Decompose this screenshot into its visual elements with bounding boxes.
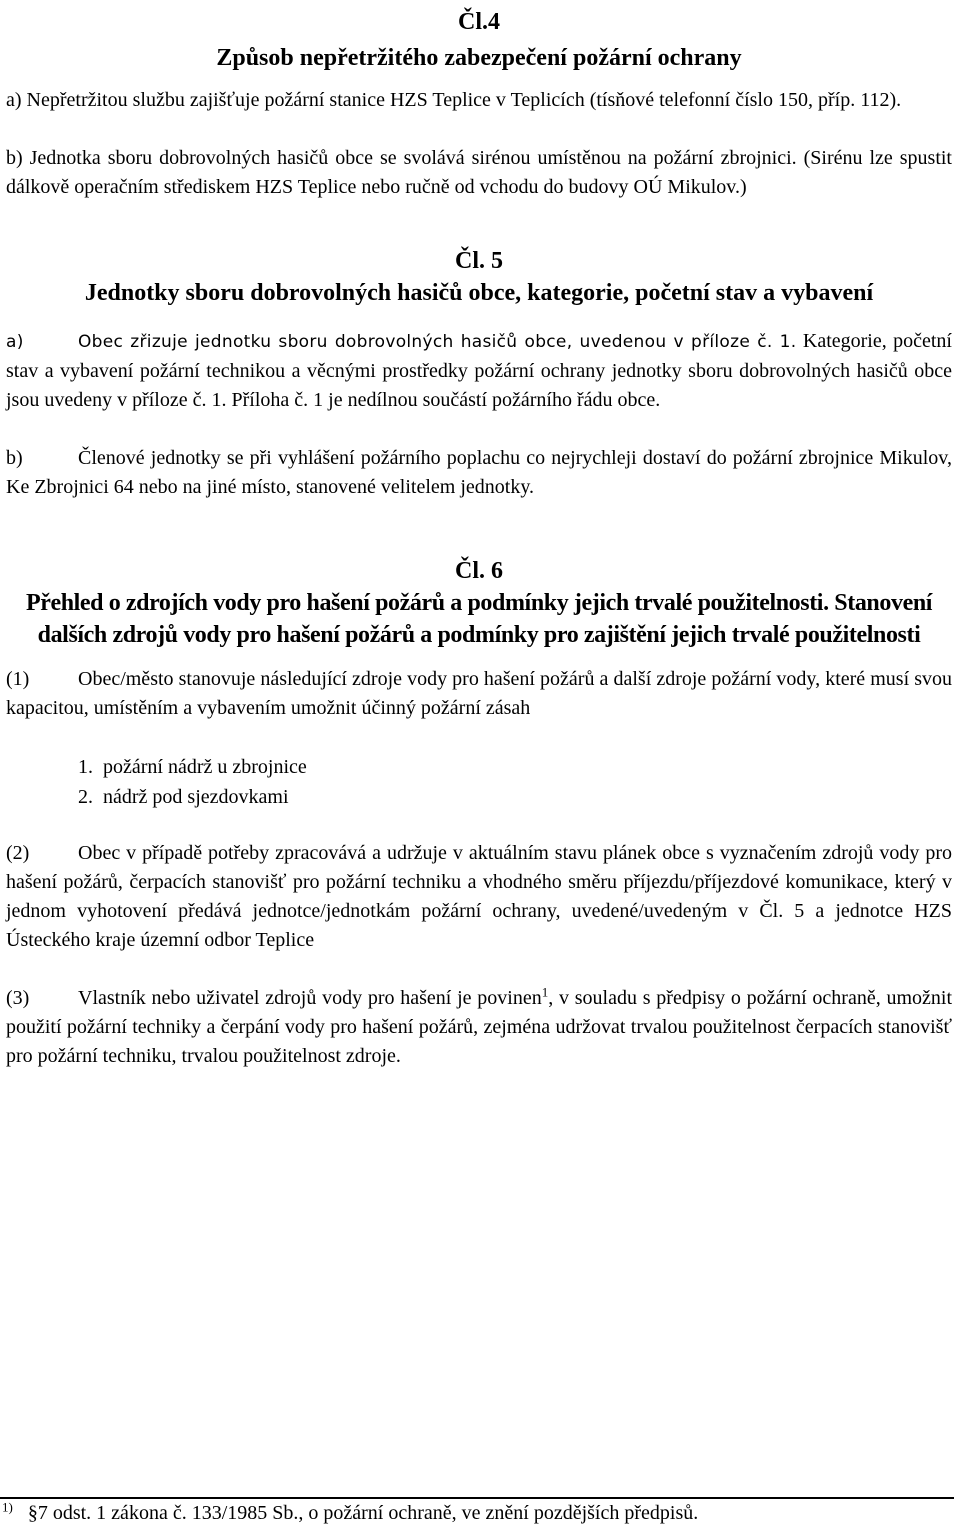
article-5-paragraph-b [6, 444, 952, 502]
paragraph-3-text-before: Vlastník nebo uživatel zdrojů vody pro hašení je povinen [78, 987, 542, 1009]
paragraph-a-continuation: Kategorie, početní stav a vybavení požární technikou a věcnými prostředky požární ochrany jednotky sboru dobrovolných hasičů obce jsou uvedeny v příloze č. 1. Příloha č. 1 je nedílnou součástí požárního řádu obce. [6, 330, 952, 411]
paragraph-1-text: Obec/město stanovuje následující zdroje vody pro hašení požárů a další zdroje požární vody, které musí svou kapacitou, umístěním a vybavením umožnit účinný požární zásah [6, 668, 952, 719]
paragraph-3-text-after: , v souladu s předpisy o požární ochraně, umožnit použití požární techniky a čerpání vody pro hašení požárů, zejména udržovat trvalou použitelnost čerpacích stanovišť pro požární techniku, trvalou použitelnost zdroje. [6, 987, 953, 1067]
paragraph-2-text: Obec v případě potřeby zpracovává a udržuje v aktuálním stavu plánek obce s vyznačením zdrojů vody pro hašení požárů, čerpacích stanovišť pro požární techniku a vhodného směru příjezdu/příjezdové komunikace, který v jednom vyhotovení předává jednotce/jednotkám požární ochrany, uvedené/uvedeným v Čl. 5 a jednotce HZS Ústeckého kraje územní odbor Teplice [6, 842, 952, 951]
article-4-title: Způsob nepřetržitého zabezpečení požární ochrany [216, 45, 742, 71]
article-6-paragraph-2 [6, 839, 952, 955]
article-4-number: Čl.4 [458, 9, 500, 35]
article-5-paragraph-a [6, 327, 952, 415]
article-6-paragraph-1 [6, 665, 952, 723]
article-6-title-part1: Přehled o zdrojích vody pro hašení požárů a podmínky jejich trvalé použitelnosti. [25, 590, 829, 616]
list-item: 1. požární nádrž u zbrojnice [78, 756, 307, 778]
article-5-title: Jednotky sboru dobrovolných hasičů obce, kategorie, početní stav a vybavení [84, 280, 874, 306]
footnote-text: §7 odst. 1 zákona č. 133/1985 Sb., o požární ochraně, ve znění pozdějších předpisů. [27, 1502, 699, 1524]
paragraph-2-marker: (2) [6, 842, 30, 864]
article-4-paragraph-b: b) Jednotka sboru dobrovolných hasičů obce se svolává sirénou umístěnou na požární zbrojnici. (Sirénu lze spustit dálkově operačním střediskem HZS Teplice nebo ručně od vchodu do budovy OÚ Mikulov.) [6, 147, 952, 198]
article-6-title [6, 587, 952, 651]
article-5-number: Čl. 5 [455, 248, 503, 274]
paragraph-b-marker: b) [6, 447, 23, 469]
article-4-paragraph-a: a) Nepřetržitou službu zajišťuje požární stanice HZS Teplice v Teplicích (tísňové telefonní číslo 150, příp. 112). [6, 89, 902, 111]
document-page [6, 0, 952, 1071]
paragraph-1-marker: (1) [6, 668, 30, 690]
article-6-title-part2: Stanovení dalších zdrojů vody pro hašení požárů a podmínky pro zajištění jejich trvalé použitelnosti [37, 590, 933, 648]
paragraph-b-text: Členové jednotky se při vyhlášení požárního poplachu co nejrychleji dostaví do požární zbrojnice Mikulov, Ke Zbrojnici 64 nebo na jiné místo, stanovené velitelem jednotky. [6, 447, 952, 498]
paragraph-a-first-line: Obec zřizuje jednotku sboru dobrovolných hasičů obce, uvedenou v příloze č. 1. [78, 332, 797, 352]
footnote-reference[interactable]: 1 [541, 984, 549, 1000]
water-sources-list [6, 752, 952, 812]
footnote [2, 1499, 698, 1527]
paragraph-3-marker: (3) [6, 987, 30, 1009]
paragraph-a-marker: a) [6, 332, 24, 352]
footnote-mark: 1) [2, 1499, 13, 1515]
article-6-paragraph-3 [6, 984, 952, 1071]
list-item: 2. nádrž pod sjezdovkami [78, 786, 289, 808]
article-6-number: Čl. 6 [455, 558, 503, 584]
